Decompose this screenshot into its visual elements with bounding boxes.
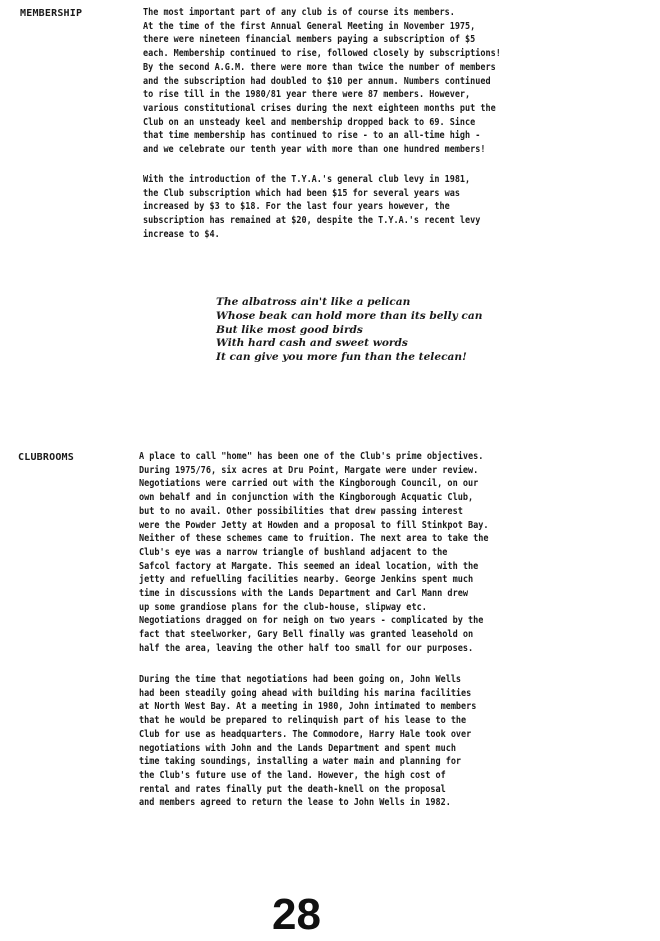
poem-line: It can give you more fun than the telecan! [216,351,467,364]
poem-line: The albatross ain't like a pelican [216,296,411,308]
text-line: rental and rates finally put the death-knell on the proposal [139,783,446,795]
text-line: The most important part of any club is of course its members. [143,7,455,18]
text-line: to rise till in the 1980/81 year there were 87 members. However, [143,89,471,101]
text-line: own behalf and in conjunction with the Kingborough Acquatic Club, [139,492,474,504]
section-label-membership: MEMBERSHIP [20,8,83,19]
text-line: each. Membership continued to rise, followed closely by subscriptions! [143,48,501,60]
membership-paragraph-1 [143,6,501,157]
text-line: Club's eye was a narrow triangle of bushland adjacent to the [139,546,448,558]
text-line: and the subscription had doubled to $10 per annum. Numbers continued [143,75,491,87]
text-line: that he would be prepared to relinquish part of his lease to the [139,715,467,727]
text-line: At the time of the first Annual General Meeting in November 1975, [143,20,476,32]
text-line: During 1975/76, six acres at Dru Point, Margate were under review. [139,464,479,476]
text-line: During the time that negotiations had been going on, John Wells [139,674,462,685]
text-line: subscription has remained at $20, despite the T.Y.A.'s recent levy [143,215,481,227]
text-line: With the introduction of the T.Y.A.'s general club levy in 1981, [143,174,471,185]
text-line: By the second A.G.M. there were more than twice the number of members [143,61,496,73]
section-label-clubrooms: CLUBROOMS [18,452,74,463]
text-line: increase to $4. [143,228,220,240]
text-line: Negotiations dragged on for neigh on two years - complicated by the [139,615,484,627]
text-line: negotiations with John and the Lands Department and spent much [139,742,456,754]
page-number: 28 [272,890,321,939]
text-line: and members agreed to return the lease to John Wells in 1982. [139,797,451,809]
text-line: that time membership has continued to rise - to an all-time high - [143,130,481,142]
text-line: but to no avail. Other possibilities that drew passing interest [139,505,463,517]
text-line: half the area, leaving the other half too small for our purposes. [139,642,474,654]
clubrooms-paragraph-1 [139,450,489,656]
text-line: the Club subscription which had been $15 for several years was [143,187,460,199]
text-line: and we celebrate our tenth year with more than one hundred members! [143,144,486,156]
text-line: jetty and refuelling facilities nearby. George Jenkins spent much [139,574,474,586]
poem-line: Whose beak can hold more than its belly can [216,309,483,322]
text-line: Club on an unsteady keel and membership dropped back to 69. Since [143,116,476,128]
poem [216,296,482,365]
text-line: Negotiations were carried out with the Kingborough Council, on our [139,478,479,490]
text-line: had been steadily going ahead with building his marina facilities [139,687,472,699]
poem-line: But like most good birds [216,323,363,336]
text-line: time taking soundings, installing a water main and planning for [139,756,462,768]
text-line: time in discussions with the Lands Department and Carl Mann drew [139,588,469,600]
text-line: were the Powder Jetty at Howden and a proposal to fill Stinkpot Bay. [139,519,489,531]
text-line: increased by $3 to $18. For the last four years however, the [143,201,450,213]
text-line: A place to call "home" has been one of the Club's prime objectives. [139,451,484,462]
poem-line: With hard cash and sweet words [216,337,408,350]
membership-paragraph-2 [143,173,480,242]
text-line: various constitutional crises during the next eighteen months put the [143,102,496,114]
text-line: at North West Bay. At a meeting in 1980, John intimated to members [139,701,477,713]
text-line: fact that steelworker, Gary Bell finally was granted leasehold on [139,629,474,641]
text-line: the Club's future use of the land. However, the high cost of [139,769,446,781]
text-line: Club for use as headquarters. The Commodore, Harry Hale took over [139,728,472,740]
text-line: up some grandiose plans for the club-house, slipway etc. [139,601,427,613]
text-line: Safcol factory at Margate. This seemed an ideal location, with the [139,560,479,572]
text-line: there were nineteen financial members paying a subscription of $5 [143,34,476,46]
clubrooms-paragraph-2 [139,673,476,810]
text-line: Neither of these schemes came to fruition. The next area to take the [139,533,489,545]
